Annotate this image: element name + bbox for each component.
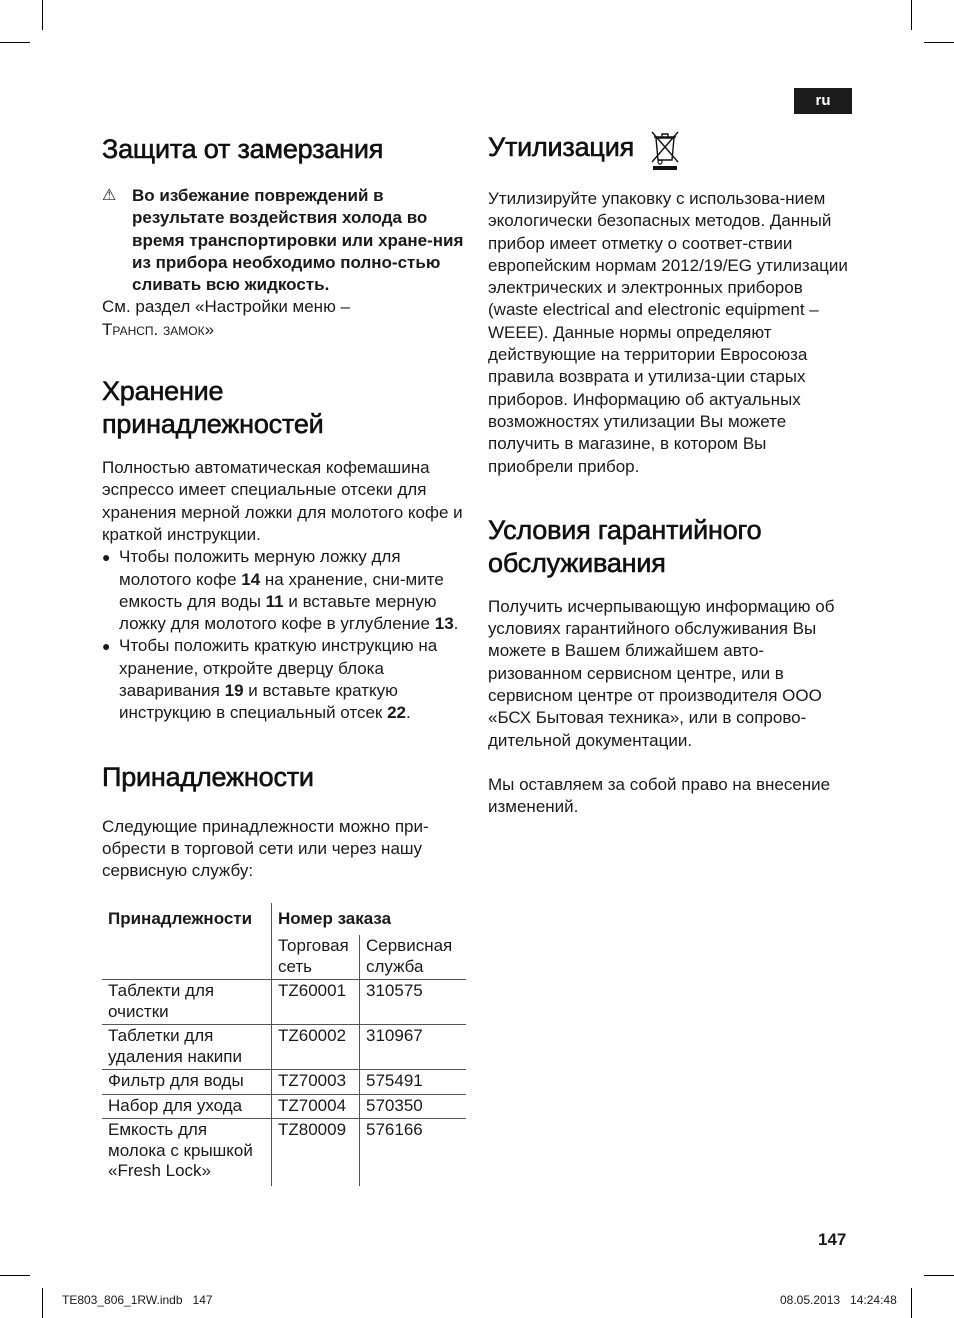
- table-row: [102, 1025, 466, 1070]
- warranty-section: [488, 514, 854, 819]
- list-item: ● Чтобы положить мерную ложку для молотого кофе 14 на хранение, сни-мите емкость для воды 11 и вставьте мерную ложку для молотого кофе в углубление 13.: [102, 546, 466, 635]
- cell-name: Фильтр для воды: [102, 1070, 272, 1095]
- cell-service: 575491: [360, 1070, 467, 1095]
- storage-intro: Полностью автоматическая кофемашина эспрессо имеет специальные отсеки для хранения мерной ложки для молотого кофе и краткой инструкции.: [102, 458, 463, 544]
- list-item: ● Чтобы положить краткую инструкцию на хранение, откройте дверцу блока заваривания 19 и вставьте краткую инструкцию в специальный отсек 22.: [102, 635, 466, 724]
- cell-name: Таблетки для удаления накипи: [102, 1025, 272, 1070]
- warranty-text: Получить исчерпывающую информацию об условиях гарантийного обслуживания Вы можете в Вашем ближайшем авто-ризованном сервисном центре, или в сервисном центре от производителя ООО «БСХ Бытовая техника», или в сопрово-дительной документации.: [488, 596, 835, 750]
- crop-mark: [0, 1275, 30, 1276]
- storage-title-line1: Хранение: [102, 376, 224, 407]
- warranty-title-line2: обслуживания: [488, 547, 666, 578]
- right-column: [488, 128, 854, 819]
- crop-mark: [42, 1288, 43, 1318]
- language-badge: ru: [794, 88, 852, 114]
- cell-retail: TZ70004: [272, 1094, 360, 1119]
- table-row: [102, 1070, 466, 1095]
- changes-note: Мы оставляем за собой право на внесение изменений.: [488, 774, 831, 817]
- accessories-title: Принадлежности: [102, 761, 314, 792]
- cell-retail: TZ60001: [272, 980, 360, 1025]
- storage-section: [102, 375, 466, 725]
- footer-file: TE803_806_1RW.indb 147: [62, 1293, 213, 1307]
- table-row: [102, 980, 466, 1025]
- cell-service: 576166: [360, 1119, 467, 1186]
- cell-service: 310575: [360, 980, 467, 1025]
- cell-service: 570350: [360, 1094, 467, 1119]
- warranty-title: [488, 514, 854, 580]
- table-row: [102, 1119, 466, 1186]
- footer-datetime: 08.05.2013 14:24:48: [780, 1293, 897, 1307]
- cell-retail: TZ80009: [272, 1119, 360, 1186]
- crop-mark: [924, 42, 954, 43]
- crop-mark: [42, 0, 43, 30]
- storage-title-line2: принадлежностей: [102, 409, 324, 440]
- cell-retail: TZ70003: [272, 1070, 360, 1095]
- cell-name: Набор для ухода: [102, 1094, 272, 1119]
- accessories-table: [102, 903, 466, 1186]
- crop-mark: [0, 42, 30, 43]
- disposal-title: [488, 128, 854, 170]
- cell-name: Емкость для молока с крышкой «Fresh Lock»: [102, 1119, 272, 1186]
- warning-triangle-icon: ⚠: [102, 187, 117, 204]
- crop-mark: [911, 0, 912, 30]
- storage-list: [102, 546, 466, 724]
- left-column: [102, 128, 466, 1186]
- disposal-text: Утилизируйте упаковку с использова-нием экологически безопасных методов. Данный прибор имеет отметку о соответ-ствии европейским нормам 2012/19/EG утилизации электрических и электронных приборов (waste electrical and electronic equipment – WEEE). Данные нормы определяют действующие на территории Евросоюза правила возврата и утилиза-ции старых приборов. Информацию об актуальных возможностях утилизации Вы можете получить в магазине, в котором Вы приобрели прибор.: [488, 189, 848, 476]
- warning-text: Во избежание повреждений в результате воздействия холода во время транспортировки или хране-ния из прибора необходимо полно-стью сливать всю жидкость.: [132, 186, 464, 295]
- cell-name: Таблекти для очистки: [102, 980, 272, 1025]
- storage-title: [102, 375, 466, 441]
- cell-retail: TZ60002: [272, 1025, 360, 1070]
- page-number: 147: [818, 1230, 847, 1249]
- crop-mark: [924, 1275, 954, 1276]
- cell-service: 310967: [360, 1025, 467, 1070]
- see-ref: Трансп. замок»: [102, 319, 215, 339]
- accessories-intro: Следующие принадлежности можно при-обрести в торговой сети или через нашу сервисную службу:: [102, 816, 429, 881]
- crossed-bin-icon: [649, 128, 681, 170]
- table-header-service: Сервисная служба: [360, 935, 467, 980]
- table-header-retail: Торговая сеть: [272, 935, 360, 980]
- disposal-title-text: Утилизация: [488, 132, 634, 163]
- table-row: [102, 1094, 466, 1119]
- disposal-section: [488, 128, 854, 478]
- table-header-order: Номер заказа: [272, 903, 467, 936]
- crop-mark: [911, 1288, 912, 1318]
- see-prefix: См. раздел «Настройки меню –: [102, 297, 350, 317]
- freeze-title: Защита от замерзания: [102, 134, 384, 164]
- freeze-warning: [102, 185, 466, 296]
- see-reference: [102, 296, 466, 341]
- warranty-title-line1: Условия гарантийного: [488, 514, 762, 545]
- table-header-item: Принадлежности: [108, 908, 253, 928]
- accessories-section: [102, 761, 466, 1186]
- freeze-protection-section: [102, 133, 466, 341]
